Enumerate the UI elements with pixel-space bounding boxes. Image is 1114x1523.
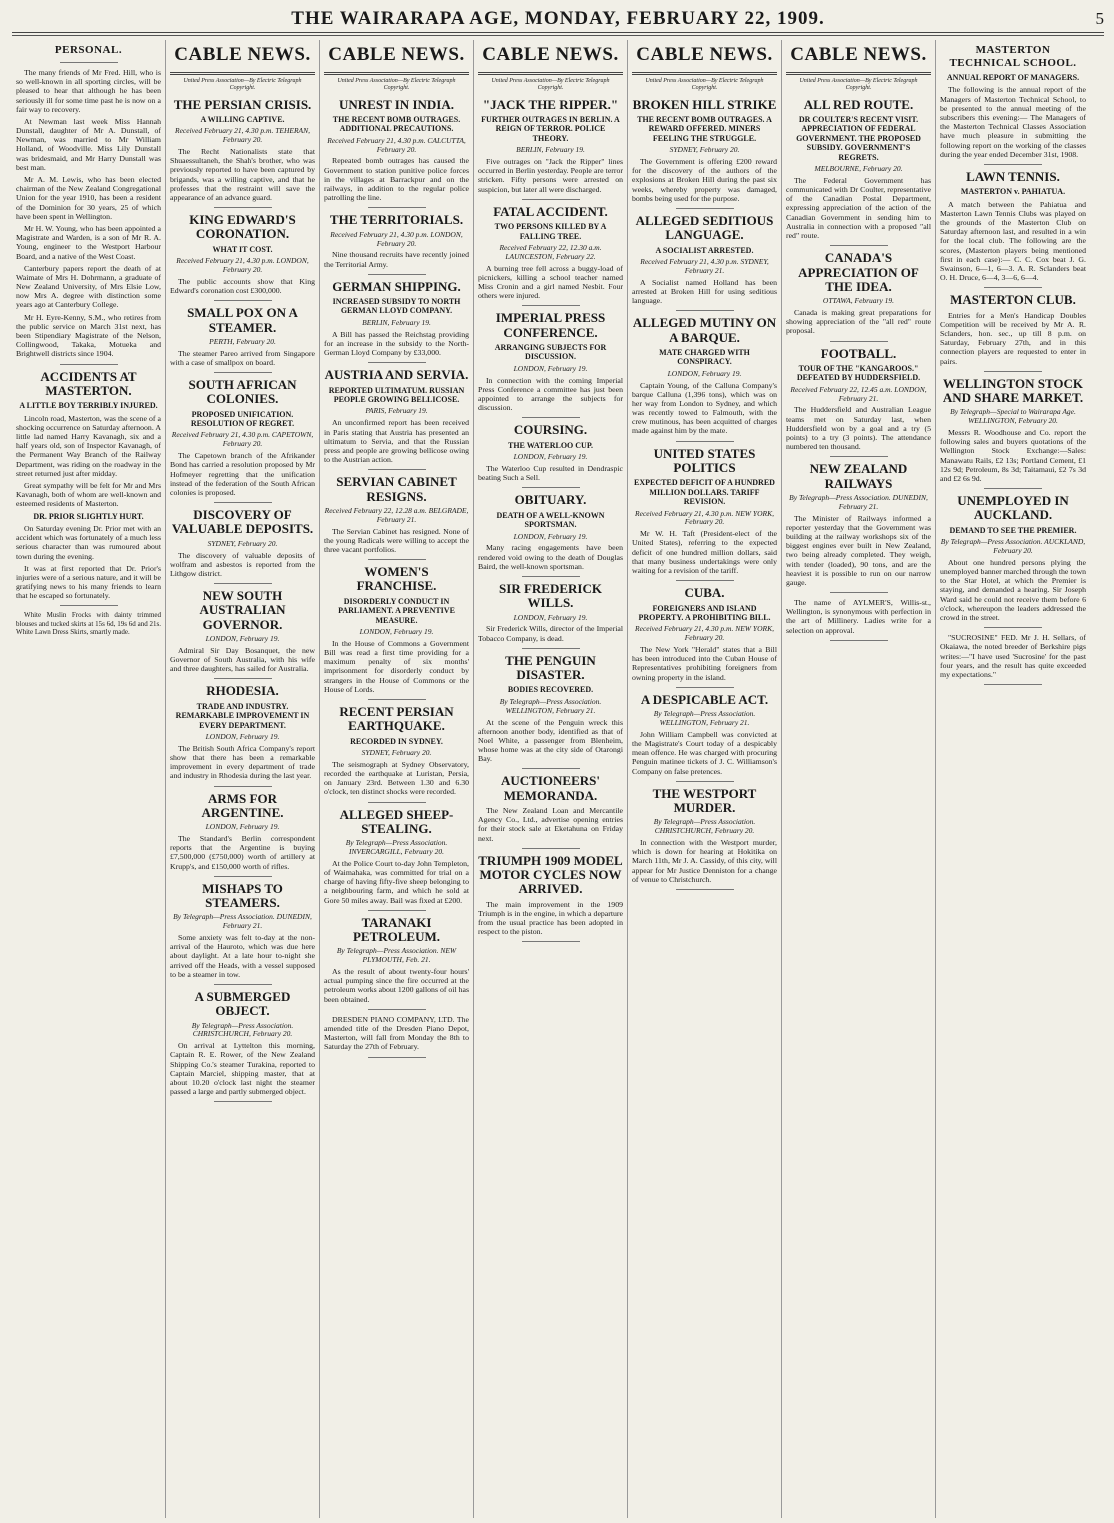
personal-paragraph: At Newman last week Miss Hannah Dunstall, daughter of Mr A. Dunstall, of Newman, was married to Mr William Holland, of Woodville. Miss Lily Dunstall was bridesmaid, and Mr Harry Dunstall was best man. (16, 116, 161, 172)
column-heading: CABLE NEWS. (786, 40, 931, 75)
story-subheading: MASTERTON v. PAHIATUA. (960, 187, 1066, 197)
accidents-subheading: A LITTLE BOY TERRIBLY INJURED. (19, 401, 158, 411)
story-body: Admiral Sir Day Bosanquet, the new Governor of South Australia, with his wife and three daughters, has sailed for Australia. (170, 645, 315, 674)
divider (368, 1009, 426, 1010)
story-headline: SIR FREDERICK WILLS. (499, 580, 602, 611)
divider (676, 889, 734, 890)
column-cable-5 (782, 40, 936, 1518)
story-headline: GERMAN SHIPPING. (332, 278, 461, 294)
story-dateline: BERLIN, February 19. (362, 317, 431, 327)
story-body: The Capetown branch of the Afrikander Bond has carried a resolution proposed by Mr Hofmeyer regretting that the unification instead of the federation of the South African colonies is proposed. (170, 451, 315, 497)
divider (830, 592, 888, 593)
newspaper-title: THE WAIRARAPA AGE, MONDAY, FEBRUARY 22, 1909. (291, 8, 825, 29)
divider (214, 300, 272, 301)
story-subheading: DISORDERLY CONDUCT IN PARLIAMENT. A PREVENTIVE MEASURE. (338, 596, 455, 625)
story-subheading: REPORTED ULTIMATUM. RUSSIAN PEOPLE GROWING BELLICOSE. (328, 385, 465, 405)
story-dateline: LONDON, February 19. (205, 732, 280, 742)
masthead (12, 6, 1104, 33)
story-body: John William Campbell was convicted at the Magistrate's Court today of a despicably mean offence. He was charged with procuring Penguin matinee tickets of J. C. Williamson's Company on false pretences. (632, 729, 777, 776)
divider (214, 876, 272, 877)
accidents-heading: ACCIDENTS AT MASTERTON. (40, 368, 137, 398)
story-body: Canada is making great preparations for showing appreciation of the "all red" route proposal. (786, 307, 931, 336)
story-dateline: By Telegraph—Press Association. INVERCARGILL, February 20. (345, 838, 448, 857)
story-body: The public accounts show that King Edward's coronation cost £300,000. (170, 276, 315, 296)
story-body: The Huddersfield and Australian League teams met on Saturday last, when Huddersfield won by a goal and a try (5 points) to a try (3 points). The attendance numbered ten thousand. (786, 405, 931, 452)
prior-heading: DR. PRIOR SLIGHTLY HURT. (33, 511, 144, 521)
story-dateline: PERTH, February 20. (209, 336, 276, 346)
story-body: DRESDEN PIANO COMPANY, LTD. The amended title of the Dresden Piano Depot, Masterton, will fall from Monday the 8th to Saturday the 27th of February. (324, 1014, 469, 1052)
story-headline: CANADA'S APPRECIATION OF THE IDEA. (798, 250, 919, 294)
divider (676, 441, 734, 442)
story-headline: AUSTRIA AND SERVIA. (324, 367, 469, 383)
divider (60, 364, 118, 365)
story-headline: NEW SOUTH AUSTRALIAN GOVERNOR. (199, 588, 286, 632)
story-dateline: By Telegraph—Press Association. NEW PLYMOUTH, Feb. 21. (336, 946, 457, 965)
divider (830, 456, 888, 457)
story-subheading: THE WATERLOO CUP. (508, 440, 593, 450)
column-cable-4 (628, 40, 782, 1518)
column-heading: MASTERTON TECHNICAL SCHOOL. (949, 44, 1077, 69)
story-headline: MISHAPS TO STEAMERS. (202, 880, 283, 911)
story-headline: UNREST IN INDIA. (339, 96, 454, 112)
column-cable-1 (166, 40, 320, 1518)
story-body: The Waterloo Cup resulted in Dendraspic beating Such a Sell. (478, 464, 623, 483)
story-dateline: Received February 22, 12.45 a.m. LONDON, February 21. (790, 384, 927, 403)
story-subheading: INCREASED SUBSIDY TO NORTH GERMAN LLOYD COMPANY. (332, 297, 461, 316)
story-dateline: LONDON, February 19. (205, 822, 280, 832)
story-headline: RHODESIA. (206, 683, 279, 699)
advertisement: White Muslin Frocks with dainty trimmed blouses and tucked skirts at 15s 6d, 19s 6d and 21s. White Lawn Dress Skirts, smartly made. (16, 611, 161, 636)
story-headline: "JACK THE RIPPER." (482, 96, 619, 112)
story-dateline: SYDNEY, February 20. (669, 145, 740, 155)
story-body: The Standard's Berlin correspondent reports that the Argentine is buying £7,500,000 (£750,000) worth of artillery at Krupp's, and £150,000 worth of rifles. (170, 834, 315, 871)
story-body: The main improvement in the 1909 Triumph is in the engine, in which a departure from the usual practice has been adopted in respect to the piston. (478, 899, 623, 937)
divider (830, 640, 888, 641)
story-dateline: By Telegraph—Press Association. WELLINGTON, February 21. (653, 709, 756, 727)
story-dateline: Received February 22, 12.28 a.m. BELGRADE, February 21. (324, 505, 469, 524)
story-headline: AUCTIONEERS' MEMORANDA. (501, 773, 600, 803)
story-body: Mr W. H. Taft (President-elect of the United States), referring to the expected deficit of one hundred million dollars, said that many business undertakings were only waiting for a revision of the tariff. (632, 529, 777, 576)
story-subheading: FURTHER OUTRAGES IN BERLIN. A REIGN OF TERROR. POLICE THEORY. (481, 114, 620, 143)
column-heading: CABLE NEWS. (632, 40, 777, 75)
divider (830, 341, 888, 342)
story-subheading: A SOCIALIST ARRESTED. (655, 245, 754, 255)
divider (984, 488, 1042, 489)
story-headline: THE TERRITORIALS. (329, 212, 464, 228)
story-headline: ALL RED ROUTE. (803, 96, 914, 112)
story-dateline: LONDON, February 19. (513, 612, 588, 622)
story-dateline: Received February 21, 4.30 p.m. LONDON, February 20. (330, 229, 463, 248)
agency-credit: United Press Association—By Electric Telegraph Copyright. (183, 78, 302, 92)
divider (522, 417, 580, 418)
divider (522, 305, 580, 306)
story-body: About one hundred persons plying the unemployed banner marched through the town to the Star Hotel, at which the Premier is staying, and demanded a hearing. Sir Joseph Ward said he could not receive them before 6 o'clock, whereupon the leaders addressed the crowd in the street. (940, 557, 1086, 622)
story-body: The British South Africa Company's report show that there has been a remarkable improvement in every department of trade and industry in Rhodesia during the last year. (170, 743, 315, 781)
divider (522, 768, 580, 769)
story-headline: MASTERTON CLUB. (950, 292, 1076, 308)
story-body: A Socialist named Holland has been arrested at Broken Hill for using seditious language. (632, 277, 777, 306)
story-dateline: By Telegraph—Press Association. CHRISTCHURCH, February 20. (653, 817, 756, 836)
story-subheading: PROPOSED UNIFICATION. RESOLUTION OF REGRET. (190, 409, 295, 429)
story-body: In connection with the coming Imperial Press Conference a committee has just been appointed to arrange the subjects for discussion. (478, 375, 623, 413)
divider (522, 941, 580, 942)
story-headline: WELLINGTON STOCK AND SHARE MARKET. (942, 375, 1084, 406)
divider (830, 245, 888, 246)
divider (676, 687, 734, 688)
divider (676, 781, 734, 782)
story-dateline: OTTAWA, February 19. (822, 296, 895, 306)
story-headline: ALLEGED SHEEP-STEALING. (339, 806, 454, 836)
personal-heading: PERSONAL. (54, 44, 123, 56)
story-dateline: By Telegraph—Special to Wairarapa Age. WELLINGTON, February 20. (950, 407, 1076, 426)
story-headline: SERVIAN CABINET RESIGNS. (336, 474, 457, 504)
story-headline: FATAL ACCIDENT. (493, 203, 608, 219)
story-dateline: SYDNEY, February 20. (207, 538, 278, 548)
story-headline: BROKEN HILL STRIKE (632, 96, 777, 112)
story-dateline: LONDON, February 19. (359, 627, 434, 636)
story-headline: SMALL POX ON A STEAMER. (187, 305, 298, 335)
story-body: In the House of Commons a Government Bill was read a first time providing for a maximum penalty of six months' imprisonment for disorderly conduct by strangers in the House of Commons or the House of Lords. (324, 638, 469, 694)
story-dateline: Received February 21, 4.30 p.m. NEW YORK, February 20. (635, 624, 774, 643)
agency-credit: United Press Association—By Electric Telegraph Copyright. (337, 78, 456, 92)
story-dateline: By Telegraph—Press Association. DUNEDIN, February 21. (789, 492, 928, 511)
column-heading: CABLE NEWS. (478, 40, 623, 75)
story-body: Messrs R. Woodhouse and Co. report the following sales and buyers quotations of the Wellington Stock Exchange:—Sales: Manawatu Rails, £2 13s; Portland Cement, £1 12s 9d; Petroleum, 8s 3d; Taitamaui, £2 7s 3d and £2 6s 9d. (940, 428, 1086, 483)
story-headline: IMPERIAL PRESS CONFERENCE. (495, 310, 606, 340)
divider (368, 469, 426, 470)
story-body: Some anxiety was felt to-day at the non-arrival of the Hauroto, which was due here about daylight. At a late hour to-night she arrived off the Heads, with a vessel supposed to be a steamer in tow. (170, 933, 315, 979)
story-dateline: Received February 21, 4.30 p.m. NEW YORK, February 20. (635, 508, 774, 527)
story-headline: THE WESTPORT MURDER. (652, 785, 757, 816)
divider (522, 199, 580, 200)
story-headline: UNEMPLOYED IN AUCKLAND. (957, 493, 1069, 523)
story-headline: WOMEN'S FRANCHISE. (356, 564, 437, 594)
story-body: Many racing engagements have been rendered void owing to the death of Douglas Baird, the well-known sportsman. (478, 543, 623, 571)
story-body: Repeated bomb outrages has caused the Government to station punitive police forces in the villages at Barrackpur and on the railways, in addition to the regular police patrolling the line. (324, 156, 469, 203)
story-headline: NEW ZEALAND RAILWAYS (809, 461, 908, 491)
story-body: In connection with the Westport murder, which is down for hearing at Hokitika on March 11th, Mr J. A. Cassidy, of this city, will appear for Mr Justice Denniston for a change of venue to Christchurch. (632, 838, 777, 884)
divider (60, 605, 118, 606)
story-headline: ALLEGED SEDITIOUS LANGUAGE. (635, 212, 774, 243)
column-heading: CABLE NEWS. (170, 40, 315, 75)
story-body: The name of AYLMER'S, Willis-st., Wellington, is synonymous with perfection in the art of Millinery. Ladies write for a selection on approval. (786, 598, 931, 635)
story-dateline: Received February 21, 4.30 p.m. SYDNEY, February 21. (640, 256, 769, 275)
story-body: Five outrages on "Jack the Ripper" lines occurred in Berlin yesterday. People are terror stricken. Fifty persons were arrested on suspicion, but later all were discharged. (478, 157, 623, 194)
story-headline: A SUBMERGED OBJECT. (194, 989, 291, 1019)
story-headline: KING EDWARD'S CORONATION. (189, 212, 296, 242)
divider (214, 1101, 272, 1102)
story-subheading: THE RECENT BOMB OUTRAGES. ADDITIONAL PRECAUTIONS. (332, 114, 461, 134)
prior-paragraph: It was at first reported that Dr. Prior's injuries were of a serious nature, and it will be gratifying news to his many friends to learn that he escaped so fortunately. (16, 563, 161, 601)
story-headline: UNITED STATES POLITICS (653, 445, 756, 475)
agency-credit: United Press Association—By Electric Telegraph Copyright. (645, 78, 764, 92)
story-body: The Recht Nationalists state that Shuaessultaneh, the Shah's brother, who was previously reported to have been captured by brigands, was a willing captive, and that he professes that the restraint will save the appearance of an advance guard. (170, 146, 315, 202)
story-dateline: Received February 22, 12.30 a.m. LAUNCESTON, February 22. (499, 242, 602, 261)
agency-credit: United Press Association—By Electric Telegraph Copyright. (799, 78, 918, 92)
divider (984, 164, 1042, 165)
story-body: The steamer Pareo arrived from Singapore with a case of smallpox on board. (170, 348, 315, 367)
story-body: Captain Young, of the Calluna Company's barque Calluna (1,396 tons), which was on her way from London to Sydney, and which was recently towed to Falmouth, with the crew mutinous, has been acquitted of charges made against him by the mate. (632, 380, 777, 436)
story-subheading: EXPECTED DEFICIT OF A HUNDRED MILLION DOLLARS. TARIFF REVISION. (634, 478, 775, 507)
divider (522, 487, 580, 488)
divider (984, 627, 1042, 628)
story-headline: TRIUMPH 1909 MODEL MOTOR CYCLES NOW ARRIVED. (478, 852, 623, 897)
story-body: The Government is offering £200 reward for the discovery of the authors of the explosions at Broken Hill during the past six weeks, whereby property was damaged, bombs being used for the purpose. (632, 157, 777, 203)
story-dateline: SYDNEY, February 20. (361, 748, 432, 757)
story-dateline: Received February 21, 4.30 p.m. TEHERAN, February 20. (175, 126, 310, 145)
divider (368, 699, 426, 700)
story-subheading: A WILLING CAPTIVE. (200, 114, 285, 124)
story-body: The discovery of valuable deposits of wolfram and asbestos is reported from the Lithgow district. (170, 550, 315, 578)
divider (368, 1057, 426, 1058)
divider (368, 559, 426, 560)
story-body: Nine thousand recruits have recently joined the Territorial Army. (324, 250, 469, 269)
story-body: The following is the annual report of the Managers of Masterton Technical School, to be presented to the annual meeting of the subscribers this evening:— The Managers of the Masterton Technical Classes Association have much pleasure in submitting the following report on the working of the classes during the year ended December 31st, 1908. (940, 85, 1086, 159)
story-dateline: LONDON, February 19. (667, 368, 742, 378)
divider (676, 580, 734, 581)
personal-paragraph: Canterbury papers report the death of at Waimate of Mrs H. Dohrmann, a graduate of New Zealand University, of Mrs Elsie Low, now Mrs A. degree with distinction some years ago at Canterbury College. (16, 263, 161, 310)
accident-paragraph: Great sympathy will be felt for Mr and Mrs Kavanagh, both of whom are well-known and esteemed residents of Masterton. (16, 480, 161, 509)
story-dateline: Received February 21, 4.30 p.m. LONDON, February 20. (176, 256, 309, 274)
story-subheading: DEMAND TO SEE THE PREMIER. (949, 525, 1077, 535)
divider (214, 207, 272, 208)
column-heading: CABLE NEWS. (324, 40, 469, 75)
story-body: The Minister of Railways informed a reporter yesterday that the Government was building at the railway workshops six of the biggest engines ever built in New Zealand, two being already completed. They weigh, with tender (loaded), 90 tons, and are the heaviest it is possible to run on our narrow gauge. (786, 513, 931, 587)
story-dateline: LONDON, February 19. (205, 634, 280, 643)
column-personal (12, 40, 166, 1518)
story-subheading: THE RECENT BOMB OUTRAGES. A REWARD OFFERED. MINERS FEELING THE STRUGGLE. (637, 114, 772, 143)
story-subheading: ARRANGING SUBJECTS FOR DISCUSSION. (494, 342, 607, 362)
story-dateline: Received February 21, 4.30 p.m. CALCUTTA, February 20. (327, 135, 466, 154)
story-headline: LAWN TENNIS. (966, 168, 1060, 184)
divider (368, 910, 426, 911)
divider (676, 310, 734, 311)
story-headline: CUBA. (684, 585, 725, 601)
divider (984, 287, 1042, 288)
story-body: On arrival at Lyttelton this morning, Captain R. E. Rower, of the New Zealand Shipping Co.'s steamer Turakina, reported to Captain Marciel, shipping master, that at about 10.20 o'clock last night the steamer passed a large and partly submerged object. (170, 1041, 315, 1097)
story-subheading: TWO PERSONS KILLED BY A FALLING TREE. (494, 222, 607, 241)
divider (676, 208, 734, 209)
divider (214, 583, 272, 584)
story-body: At the scene of the Penguin wreck this afternoon another body, identified as that of Noel White, a passenger from Blenheim, whose home was at the city side of Otarongi Bay. (478, 717, 623, 764)
column-cable-3 (474, 40, 628, 1518)
story-body: A burning tree fell across a buggy-load of picnickers, killing a school teacher named Miss Cronin and a girl named Nesbit. Four others were injured. (478, 263, 623, 301)
story-body: The Federal Government has communicated with Dr Coulter, representative of the Canadian Postal Department, expressing appreciation of the action of the Canadian Government in sending him to Australia in connection with a proposed "all red" route. (786, 175, 931, 241)
story-subheading: MATE CHARGED WITH CONSPIRACY. (659, 347, 750, 367)
column-technical-school (936, 40, 1090, 1518)
personal-paragraph: Mr H. Eyre-Kenny, S.M., who retires from the public service on March 31st next, has been Stipendiary Magistrate of the Nelson, Collingwood, Takaka, Motueka and Brightwell districts since 1904. (16, 312, 161, 359)
story-body: An unconfirmed report has been received in Paris stating that Austria has presented an ultimatum to Servia, and that the Russian press and people are growing bellicose owing to the Austrian action. (324, 418, 469, 465)
story-headline: ARMS FOR ARGENTINE. (201, 790, 284, 820)
divider (984, 371, 1042, 372)
divider (522, 848, 580, 849)
story-dateline: PARIS, February 19. (365, 406, 428, 416)
divider (522, 576, 580, 577)
columns (12, 40, 1104, 1518)
story-headline: SOUTH AFRICAN COLONIES. (188, 377, 297, 407)
story-subheading: WHAT IT COST. (212, 244, 273, 254)
story-dateline: By Telegraph—Press Association. DUNEDIN, February 21. (173, 912, 312, 931)
story-headline: ALLEGED MUTINY ON A BARQUE. (632, 315, 777, 345)
story-subheading: BODIES RECOVERED. (507, 685, 594, 695)
divider (984, 684, 1042, 685)
story-headline: DISCOVERY OF VALUABLE DEPOSITS. (171, 507, 314, 537)
divider (214, 786, 272, 787)
page-number: 5 (1095, 9, 1104, 28)
story-dateline: LONDON, February 19. (513, 363, 588, 373)
story-headline: THE PENGUIN DISASTER. (505, 652, 596, 683)
story-body: A Bill has passed the Reichstag providing for an increase in the subsidy to the North-German Lloyd Company by £33,000. (324, 329, 469, 358)
personal-paragraph: Mr H. W. Young, who has been appointed a Magistrate and Warden, is a son of Mr R. A. Young, engineer to the Westport Harbour Board, and a native of the West Coast. (16, 223, 161, 261)
story-body: The Servian Cabinet has resigned. None of the young Radicals were willing to accept the three vacant portfolios. (324, 526, 469, 554)
story-dateline: By Telegraph—Press Association. WELLINGTON, February 21. (499, 696, 602, 715)
story-body: A match between the Pahiatua and Masterton Lawn Tennis Clubs was played on the grounds of the Masterton Club on Saturday afternoon last, and resulted in a win for the local club. The following are the scores, (Masterton players being mentioned first in each case):— C. C. Cox beat J. G. Swainson, 6—1, 6—3. A. R. Sclanders beat O. H. Druce, 6—4, 3—6, 6—4. (940, 199, 1086, 283)
masthead-rule (12, 35, 1104, 36)
story-body: Entries for a Men's Handicap Doubles Competition will be received by Mr A. R. Sclanders, hon. sec., up till 8 p.m. on Saturday, February 27th, and in this connection players are requested to enter in pairs. (940, 310, 1086, 366)
story-dateline: By Telegraph—Press Association. CHRISTCHURCH, February 20. (191, 1020, 294, 1039)
accident-paragraph: Lincoln road, Masterton, was the scene of a shocking occurrence on Saturday afternoon. A little lad named Harry Kavanagh, six and a half years old, son of Inspector Kavanagh, of the Permanent Way Branch of the Railway Department, was riding on the roadway in the street returned just after midday. (16, 413, 161, 478)
story-subheading: FOREIGNERS AND ISLAND PROPERTY. A PROHIBITING BILL. (638, 603, 771, 622)
divider (214, 502, 272, 503)
story-dateline: MELBOURNE, February 20. (814, 164, 903, 174)
divider (522, 648, 580, 649)
personal-paragraph: The many friends of Mr Fred. Hill, who is so well-known in all sporting circles, will be pleased to hear that although he has been seriously ill for some time past he is now on a fair way to recovery. (16, 67, 161, 114)
story-headline: THE PERSIAN CRISIS. (173, 96, 312, 112)
story-subheading: DEATH OF A WELL-KNOWN SPORTSMAN. (496, 510, 605, 530)
divider (368, 802, 426, 803)
story-subheading: RECORDED IN SYDNEY. (350, 736, 443, 746)
story-headline: RECENT PERSIAN EARTHQUAKE. (339, 703, 454, 734)
story-headline: TARANAKI PETROLEUM. (352, 914, 441, 945)
divider (214, 678, 272, 679)
story-headline: OBITUARY. (514, 492, 587, 508)
story-subheading: DR COULTER'S RECENT VISIT. APPRECIATION OF FEDERAL GOVERNMENT. THE PROPOSED SUBSIDY. GOVERNMENT'S REGRETS. (796, 114, 921, 162)
divider (60, 62, 118, 63)
story-dateline: LONDON, February 19. (513, 531, 588, 541)
divider (214, 372, 272, 373)
story-subheading: ANNUAL REPORT OF MANAGERS. (946, 72, 1080, 82)
divider (214, 984, 272, 985)
story-headline: COURSING. (513, 422, 588, 438)
story-body: The seismograph at Sydney Observatory, recorded the earthquake at Luristan, Persia, on January 23rd. Between 1.30 and 6.30 o'clock, ten distinct shocks were recorded. (324, 759, 469, 797)
story-dateline: By Telegraph—Press Association. AUCKLAND, February 20. (940, 537, 1086, 555)
agency-credit: United Press Association—By Electric Telegraph Copyright. (491, 78, 610, 92)
story-dateline: LONDON, February 19. (513, 452, 588, 462)
story-body: The New York "Herald" states that a Bill has been introduced into the Cuban House of Representatives prohibiting foreigners from owning property in the island. (632, 645, 777, 682)
divider (368, 274, 426, 275)
story-body: As the result of about twenty-four hours' actual pumping since the fire occurred at the petroleum works about 1200 gallons of oil has been obtained. (324, 967, 469, 1004)
story-dateline: Received February 21, 4.30 p.m. CAPETOWN, February 20. (171, 430, 314, 449)
divider (368, 207, 426, 208)
story-headline: A DESPICABLE ACT. (640, 691, 769, 707)
column-cable-2 (320, 40, 474, 1518)
story-body: Sir Frederick Wills, director of the Imperial Tobacco Company, is dead. (478, 624, 623, 643)
story-subheading: TRADE AND INDUSTRY. REMARKABLE IMPROVEMENT IN EVERY DEPARTMENT. (175, 701, 310, 730)
story-body: The New Zealand Loan and Mercantile Agency Co., Ltd., advertise opening entries for their stock sale at Eketahuna on Friday next. (478, 806, 623, 843)
story-headline: FOOTBALL. (820, 345, 897, 361)
divider (368, 362, 426, 363)
story-dateline: BERLIN, February 19. (516, 145, 585, 155)
story-subheading: TOUR OF THE "KANGAROOS." DEFEATED BY HUDDERSFIELD. (796, 363, 921, 383)
prior-paragraph: On Saturday evening Dr. Prior met with an accident which was fortunately of a much less serious character than was rumoured about town during the evening. (16, 523, 161, 561)
story-body: "SUCROSINE" FED. Mr J. H. Sellars, of Okaiawa, the noted breeder of Berkshire pigs writes:—"I have used 'Sucrosine' for the past four years, and the result has quite exceeded my expectations." (940, 633, 1086, 679)
story-body: At the Police Court to-day John Templeton, of Waimahaka, was committed for trial on a charge of having fifty-five sheep belonging to a neighbouring farm, and which he sold at Gore 50 miles away. Bail was fixed at £200. (324, 858, 469, 905)
personal-paragraph: Mr A. M. Lewis, who has been elected chairman of the New Zealand Congregational Union for the year 1910, has been a resident of the Dominion for 30 years, 25 of which have been spent in Wellington. (16, 175, 161, 221)
